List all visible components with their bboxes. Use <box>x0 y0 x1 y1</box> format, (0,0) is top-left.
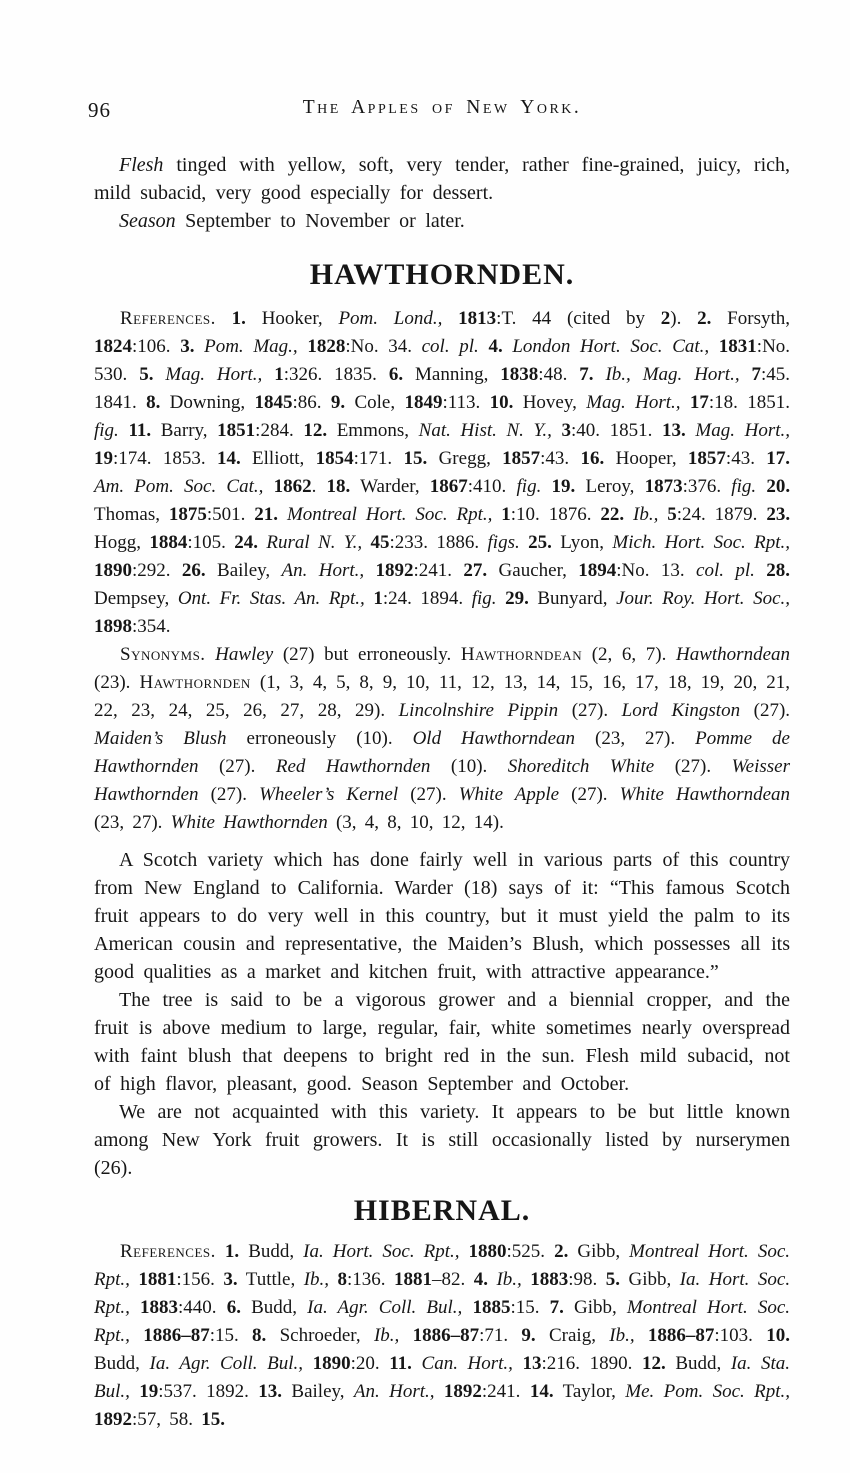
hawthornden-description-paragraph-2: The tree is said to be a vigorous grower and a biennial cropper, and the fruit is above medium to large, regular, fair, white sometimes nearly overspread with faint blush that deepens to bright red in the sun. Flesh mild subacid, not of high flavor, pleasant, good. Season September and October. <box>94 989 790 1095</box>
running-header <box>88 97 790 123</box>
hawthornden-description <box>94 846 790 1182</box>
hawthornden-description-paragraph-1: A Scotch variety which has done fairly well in various parts of this country from New England to California. Warder (18) says of it: “This famous Scotch fruit appears to do very well in this country, but it must yield the palm to its American cousin and representative, the Maiden’s Blush, which possesses all its good qualities as a market and kitchen fruit, with attractive appearance.” <box>94 849 790 983</box>
flesh-note-paragraph: Flesh tinged with yellow, soft, very tender, rather fine-grained, juicy, rich, mild subacid, very good especially for dessert. <box>94 154 790 204</box>
season-note-paragraph: Season September to November or later. <box>119 210 465 232</box>
running-header-title: The Apples of New York. <box>302 97 582 118</box>
page-number: 96 <box>88 98 111 122</box>
heading-hibernal: HIBERNAL. <box>353 1194 531 1227</box>
heading-hawthornden: HAWTHORNDEN. <box>309 258 575 291</box>
hawthornden-synonyms-paragraph: Synonyms. Hawley (27) but erroneously. Hawthorndean (2, 6, 7). Hawthorndean (23). Hawthornden (1, 3, 4, 5, 8, 9, 10, 11, 12, 13, 14, 15, 16, 17, 18, 19, 20, 21, 22, 23, 24, 25, 26, 27, 28, 29). Lincolnshire Pippin (27). Lord Kingston (27). Maiden’s Blush erroneously (10). Old Hawthorndean (23, 27). Pomme de Hawthornden (27). Red Hawthornden (10). Shoreditch White (27). Weisser Hawthornden (27). Wheeler’s Kernel (27). White Apple (27). White Hawthorndean (23, 27). White Hawthornden (3, 4, 8, 10, 12, 14). <box>94 644 791 833</box>
hawthornden-description-paragraph-3: We are not acquainted with this variety. It appears to be but little known among New York fruit growers. It is still occasionally listed by nurserymen (26). <box>94 1101 790 1179</box>
hibernal-references-paragraph: References. 1. Budd, Ia. Hort. Soc. Rpt., 1880:525. 2. Gibb, Montreal Hort. Soc. Rpt., 1881:156. 3. Tuttle, Ib., 8:136. 1881–82. 4. Ib., 1883:98. 5. Gibb, Ia. Hort. Soc. Rpt., 1883:440. 6. Budd, Ia. Agr. Coll. Bul., 1885:15. 7. Gibb, Montreal Hort. Soc. Rpt., 1886–87:15. 8. Schroeder, Ib., 1886–87:71. 9. Craig, Ib., 1886–87:103. 10. Budd, Ia. Agr. Coll. Bul., 1890:20. 11. Can. Hort., 13:216. 1890. 12. Budd, Ia. Sta. Bul., 19:537. 1892. 13. Bailey, An. Hort., 1892:241. 14. Taylor, Me. Pom. Soc. Rpt., 1892:57, 58. 15. <box>94 1241 791 1430</box>
hawthornden-references-paragraph: References. 1. Hooker, Pom. Lond., 1813:T. 44 (cited by 2). 2. Forsyth, 1824:106. 3. Pom. Mag., 1828:No. 34. col. pl. 4. London Hort. Soc. Cat., 1831:No. 530. 5. Mag. Hort., 1:326. 1835. 6. Manning, 1838:48. 7. Ib., Mag. Hort., 7:45. 1841. 8. Downing, 1845:86. 9. Cole, 1849:113. 10. Hovey, Mag. Hort., 17:18. 1851. fig. 11. Barry, 1851:284. 12. Emmons, Nat. Hist. N. Y., 3:40. 1851. 13. Mag. Hort., 19:174. 1853. 14. Elliott, 1854:171. 15. Gregg, 1857:43. 16. Hooper, 1857:43. 17. Am. Pom. Soc. Cat., 1862. 18. Warder, 1867:410. fig. 19. Leroy, 1873:376. fig. 20. Thomas, 1875:501. 21. Montreal Hort. Soc. Rpt., 1:10. 1876. 22. Ib., 5:24. 1879. 23. Hogg, 1884:105. 24. Rural N. Y., 45:233. 1886. figs. 25. Lyon, Mich. Hort. Soc. Rpt., 1890:292. 26. Bailey, An. Hort., 1892:241. 27. Gaucher, 1894:No. 13. col. pl. 28. Dempsey, Ont. Fr. Stas. An. Rpt., 1:24. 1894. fig. 29. Bunyard, Jour. Roy. Hort. Soc., 1898:354. <box>94 308 791 637</box>
